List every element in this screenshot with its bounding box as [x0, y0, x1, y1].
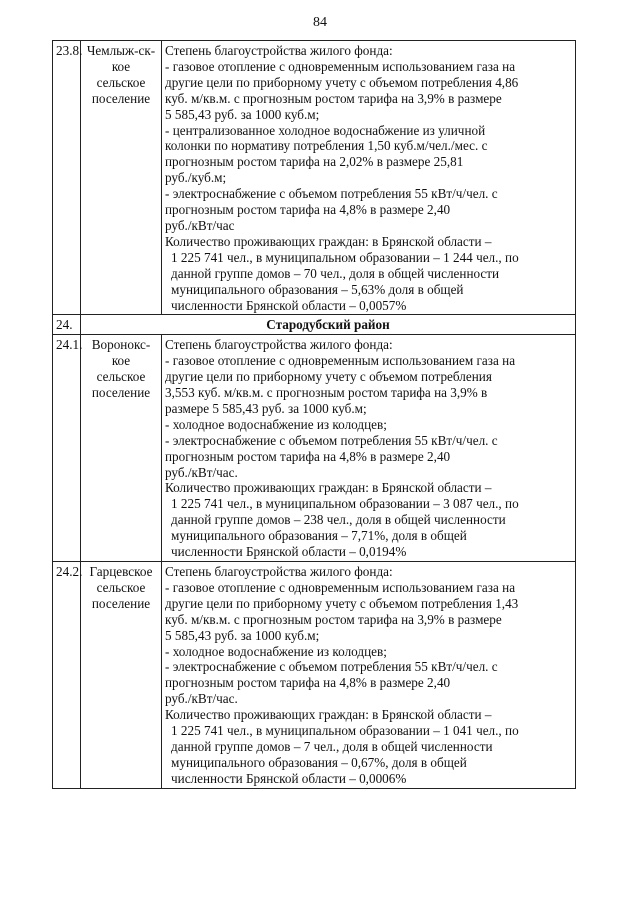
description-paragraph — [165, 417, 572, 433]
description-line: - централизованное холодное водоснабжение из уличной — [165, 122, 486, 138]
description-line: колонки по нормативу потребления 1,50 куб.м/чел./мес. с — [165, 138, 488, 154]
description-paragraph — [165, 564, 572, 580]
description-line: 1 225 741 чел., в муниципальном образовании – 1 041 чел., по — [171, 723, 519, 739]
region-number: 24. — [53, 315, 81, 335]
description-line: - газовое отопление с одновременным использованием газа на — [165, 579, 516, 595]
description-line: Степень благоустройства жилого фонда: — [165, 337, 393, 353]
description-line: куб. м/кв.м. с прогнозным ростом тарифа на 3,9% в размере — [165, 90, 502, 106]
description-paragraph — [165, 659, 572, 707]
settlement-name-line: Воронокс- — [91, 337, 151, 353]
table-body — [53, 41, 576, 789]
description-line: прогнозным ростом тарифа на 4,8% в размере 2,40 — [165, 448, 451, 464]
description-line: 1 225 741 чел., в муниципальном образовании – 3 087 чел., по — [171, 496, 519, 512]
settlement-name-line: поселение — [91, 595, 151, 611]
description-line: руб./куб.м; — [165, 170, 227, 186]
settlement-name-line: кое — [111, 58, 131, 74]
description-paragraph — [165, 496, 572, 560]
description-line: муниципального образования – 7,71%, доля в общей — [171, 528, 467, 544]
region-row — [53, 315, 576, 335]
description-line: другие цели по приборному учету с объемом потребления — [165, 369, 492, 385]
description-line: - электроснабжение с объемом потребления 55 кВт/ч/чел. с — [165, 659, 498, 675]
description-line: другие цели по приборному учету с объемом потребления 4,86 — [165, 74, 519, 90]
description-paragraph — [165, 234, 572, 250]
settlement-name — [81, 562, 162, 789]
description-paragraph — [165, 480, 572, 496]
description-line: Степень благоустройства жилого фонда: — [165, 564, 393, 579]
description-line: данной группе домов – 70 чел., доля в общей численности — [171, 265, 500, 281]
settlement-description — [162, 335, 576, 562]
description-line: 5 585,43 руб. за 1000 куб.м; — [165, 106, 320, 122]
description-paragraph — [165, 59, 572, 123]
description-line: размере 5 585,43 руб. за 1000 куб.м; — [165, 400, 367, 416]
description-paragraph — [165, 123, 572, 187]
settlement-name — [81, 41, 162, 315]
description-line: - газовое отопление с одновременным использованием газа на — [165, 353, 516, 369]
description-line: прогнозным ростом тарифа на 4,8% в размере 2,40 — [165, 675, 451, 691]
settlement-name-line: сельское — [96, 369, 146, 385]
description-paragraph — [165, 43, 572, 59]
description-line: руб./кВт/час — [165, 217, 235, 233]
row-number: 24.1. — [53, 335, 81, 562]
description-paragraph — [165, 353, 572, 417]
description-line: Количество проживающих граждан: в Брянской области – — [165, 707, 492, 723]
description-paragraph — [165, 644, 572, 660]
description-line: - электроснабжение с объемом потребления 55 кВт/ч/чел. с — [165, 186, 498, 202]
region-title: Стародубский район — [81, 315, 576, 335]
description-paragraph — [165, 723, 572, 787]
description-line: данной группе домов – 7 чел., доля в общей численности — [171, 738, 493, 754]
description-line: Количество проживающих граждан: в Брянской области – — [165, 233, 492, 249]
settlement-description — [162, 562, 576, 789]
settlement-name-line: поселение — [91, 90, 151, 106]
description-line: муниципального образования – 0,67%, доля в общей — [171, 754, 467, 770]
description-line: - холодное водоснабжение из колодцев; — [165, 643, 387, 659]
row-number: 24.2. — [53, 562, 81, 789]
table-row — [53, 41, 576, 315]
description-line: Количество проживающих граждан: в Брянской области – — [165, 480, 492, 496]
page-number: 84 — [313, 15, 327, 30]
table-row — [53, 562, 576, 789]
description-paragraph — [165, 250, 572, 314]
row-number: 23.8. — [53, 41, 81, 315]
description-line: другие цели по приборному учету с объемом потребления 1,43 — [165, 595, 519, 611]
description-line: - газовое отопление с одновременным использованием газа на — [165, 58, 516, 74]
description-line: 5 585,43 руб. за 1000 куб.м; — [165, 627, 320, 643]
description-paragraph — [165, 433, 572, 481]
description-line: руб./кВт/час. — [165, 464, 238, 480]
description-line: Степень благоустройства жилого фонда: — [165, 43, 393, 58]
table-row — [53, 335, 576, 562]
settlement-name-line: сельское — [96, 579, 146, 595]
description-paragraph — [165, 337, 572, 353]
description-line: руб./кВт/час. — [165, 691, 238, 707]
settlement-name-line: поселение — [91, 385, 151, 401]
description-line: прогнозным ростом тарифа на 4,8% в размере 2,40 — [165, 202, 451, 218]
description-line: куб. м/кв.м. с прогнозным ростом тарифа на 3,9% в размере — [165, 611, 502, 627]
description-line: численности Брянской области – 0,0006% — [171, 770, 407, 786]
description-paragraph — [165, 186, 572, 234]
settlement-name — [81, 335, 162, 562]
description-line: муниципального образования – 5,63% доля в общей — [171, 281, 464, 297]
description-line: 3,553 куб. м/кв.м. с прогнозным ростом тарифа на 3,9% в — [165, 385, 488, 401]
settlement-name-line: кое — [111, 353, 131, 369]
description-line: - электроснабжение с объемом потребления 55 кВт/ч/чел. с — [165, 432, 498, 448]
description-line: 1 225 741 чел., в муниципальном образовании – 1 244 чел., по — [171, 249, 519, 265]
description-paragraph — [165, 580, 572, 644]
description-line: прогнозным ростом тарифа на 2,02% в размере 25,81 — [165, 154, 464, 170]
settlement-description — [162, 41, 576, 315]
description-line: - холодное водоснабжение из колодцев; — [165, 416, 387, 432]
settlement-name-line: Чемлыж-ск- — [86, 43, 156, 58]
description-line: численности Брянской области – 0,0057% — [171, 297, 407, 313]
settlements-table — [52, 40, 576, 789]
settlement-name-line: сельское — [96, 74, 146, 90]
description-paragraph — [165, 707, 572, 723]
description-line: данной группе домов – 238 чел., доля в общей численности — [171, 512, 506, 528]
description-line: численности Брянской области – 0,0194% — [171, 544, 407, 560]
settlement-name-line: Гарцевское — [89, 564, 153, 579]
